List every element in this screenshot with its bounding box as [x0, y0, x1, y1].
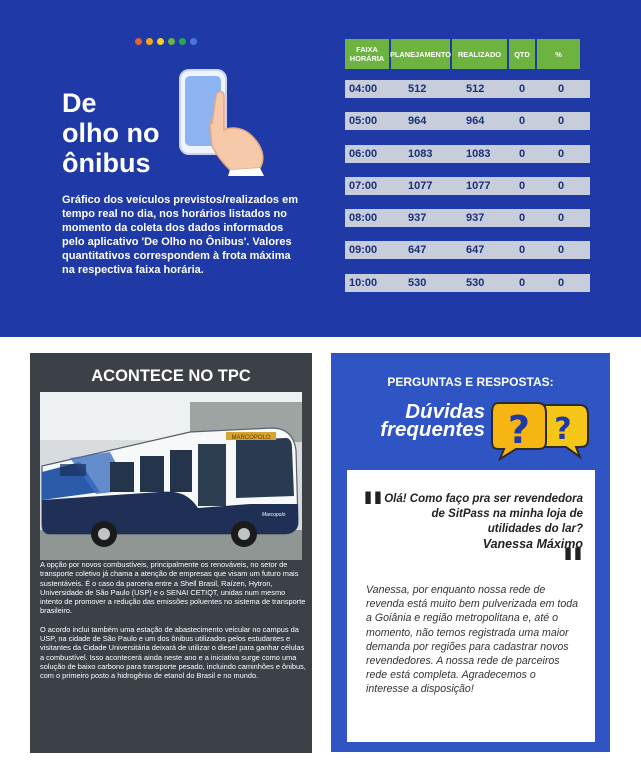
table-row [345, 209, 590, 227]
time-cell: 09:00 [349, 244, 378, 257]
planned-cell: 530 [408, 276, 427, 289]
time-cell: 08:00 [349, 212, 378, 225]
planned-cell: 647 [408, 244, 427, 257]
qtd-cell: 0 [519, 179, 526, 192]
qtd-cell: 0 [519, 115, 526, 128]
percent-cell: 0 [558, 212, 565, 225]
planned-cell: 512 [408, 83, 427, 95]
color-dot [135, 38, 142, 45]
svg-text:?: ? [507, 408, 531, 452]
title-line-2: olho no [62, 118, 160, 148]
realized-cell: 1083 [466, 147, 491, 160]
faq-panel [331, 353, 610, 752]
time-cell: 10:00 [349, 276, 378, 289]
bus-destination: MARCOPOLO [231, 435, 271, 441]
table-body [345, 80, 590, 292]
svg-text:?: ? [554, 412, 572, 447]
realized-cell: 964 [466, 115, 485, 128]
table-row [345, 80, 590, 98]
asker-name: Vanessa Máximo [482, 537, 583, 551]
percent-cell: 0 [558, 276, 565, 289]
table-row [345, 274, 590, 292]
realized-cell: 1077 [466, 179, 491, 192]
color-dot [168, 38, 175, 45]
qtd-cell: 0 [519, 276, 526, 289]
close-quote-icon: " [561, 538, 585, 592]
qtd-cell: 0 [519, 212, 526, 225]
planned-cell: 964 [408, 115, 427, 128]
color-dot [157, 38, 164, 45]
faq-answer: Vanessa, por enquanto nossa rede de revenda está muito bem pulverizada em toda a Goiânia e região metropolitana e, até o momento, não temos registrada uma maior demanda por regiões para cadastrar novos revendedores. A nossa rede de parceiros rede está completa. Agradecemos o interesse a disposição! [366, 584, 578, 696]
header-qtd: QTD [509, 39, 535, 69]
realized-cell: 937 [466, 212, 485, 225]
fleet-table [345, 39, 590, 306]
table-row [345, 112, 590, 130]
time-cell: 05:00 [349, 115, 378, 128]
tpc-title: ACONTECE NO TPC [91, 367, 251, 385]
faq-heading-line-1: Dúvidas [405, 400, 485, 423]
realized-cell: 647 [466, 244, 485, 257]
tpc-article [40, 560, 306, 690]
percent-cell: 0 [558, 244, 565, 257]
table-row [345, 177, 590, 195]
planned-cell: 1077 [408, 179, 433, 192]
question-bubbles-icon [490, 399, 590, 461]
percent-cell: 0 [558, 83, 565, 95]
open-quote-icon: " [361, 482, 385, 536]
time-cell: 06:00 [349, 147, 378, 160]
color-dot [190, 38, 197, 45]
question-text: Olá! Como faço pra ser revendedora de SitPass na minha loja de utilidades do lar? [384, 493, 583, 535]
qtd-cell: 0 [519, 244, 526, 257]
planned-cell: 937 [408, 212, 427, 225]
color-dots [135, 38, 197, 45]
phone-hand-icon [172, 66, 282, 176]
title-line-3: ônibus [62, 148, 151, 178]
header-faixa-horaria: FAIXA HORÁRIA [345, 39, 389, 69]
title-line-1: De [62, 88, 97, 118]
header-percent: % [537, 39, 580, 69]
tpc-paragraph-1: A opção por novos combustíveis, principalmente os renováveis, no setor de transporte coletivo já chama a atenção de empresas que visam um futuro mais sustentáveis. É o caso da parceria entre a Shell Brasil, Raízen, Hytron, Universidade de São Paulo (USP) e o SENAI CETIQT, unidas num mesmo intento de promover a redução das emissões poluentes no sistema de transporte brasileiro. [40, 560, 306, 616]
header-planejamento: PLANEJAMENTO [391, 39, 450, 69]
faq-heading-line-2: frequentes [380, 418, 485, 441]
faq-card [347, 470, 595, 742]
header-realizado: REALIZADO [452, 39, 507, 69]
realized-cell: 512 [466, 83, 485, 95]
tpc-paragraph-2: O acordo inclui também uma estação de abastecimento veicular no campus da USP, na cidade de São Paulo e um dos ônibus utilizados pelos estudantes e visitantes da Cidade Universitária deixará de utilizar o diesel para ganhar células a combustível. Isso acontecerá ainda neste ano e a iniciativa surge como uma solução de baixo carbono para transporte pesado, incluindo caminhões e ônibus, com o primeiro posto a hidrogênio de etanol do Brasil e no mundo. [40, 624, 306, 681]
table-row [345, 145, 590, 163]
percent-cell: 0 [558, 147, 565, 160]
bus-photo [40, 392, 302, 560]
time-cell: 04:00 [349, 83, 378, 95]
page-title [62, 88, 159, 178]
realized-cell: 530 [466, 276, 485, 289]
intro-text: Gráfico dos veículos previstos/realizados em tempo real no dia, nos horários listados no momento da coleta dos dados informados pelo aplicativo 'De Olho no Ônibus'. Valores quantitativos correspondem à frota máxima na respectiva faixa horária. [62, 194, 298, 277]
time-cell: 07:00 [349, 179, 378, 192]
faq-heading [380, 400, 485, 441]
faq-question [383, 492, 583, 552]
percent-cell: 0 [558, 179, 565, 192]
color-dot [179, 38, 186, 45]
table-header [345, 39, 590, 69]
planned-cell: 1083 [408, 147, 433, 160]
color-dot [146, 38, 153, 45]
tpc-news-panel [30, 353, 312, 753]
bus-brand: Marcopolo [262, 512, 286, 518]
table-row [345, 241, 590, 259]
qtd-cell: 0 [519, 147, 526, 160]
faq-caption: PERGUNTAS E RESPOSTAS: [387, 375, 554, 389]
top-banner [0, 0, 641, 337]
percent-cell: 0 [558, 115, 565, 128]
qtd-cell: 0 [519, 83, 526, 95]
